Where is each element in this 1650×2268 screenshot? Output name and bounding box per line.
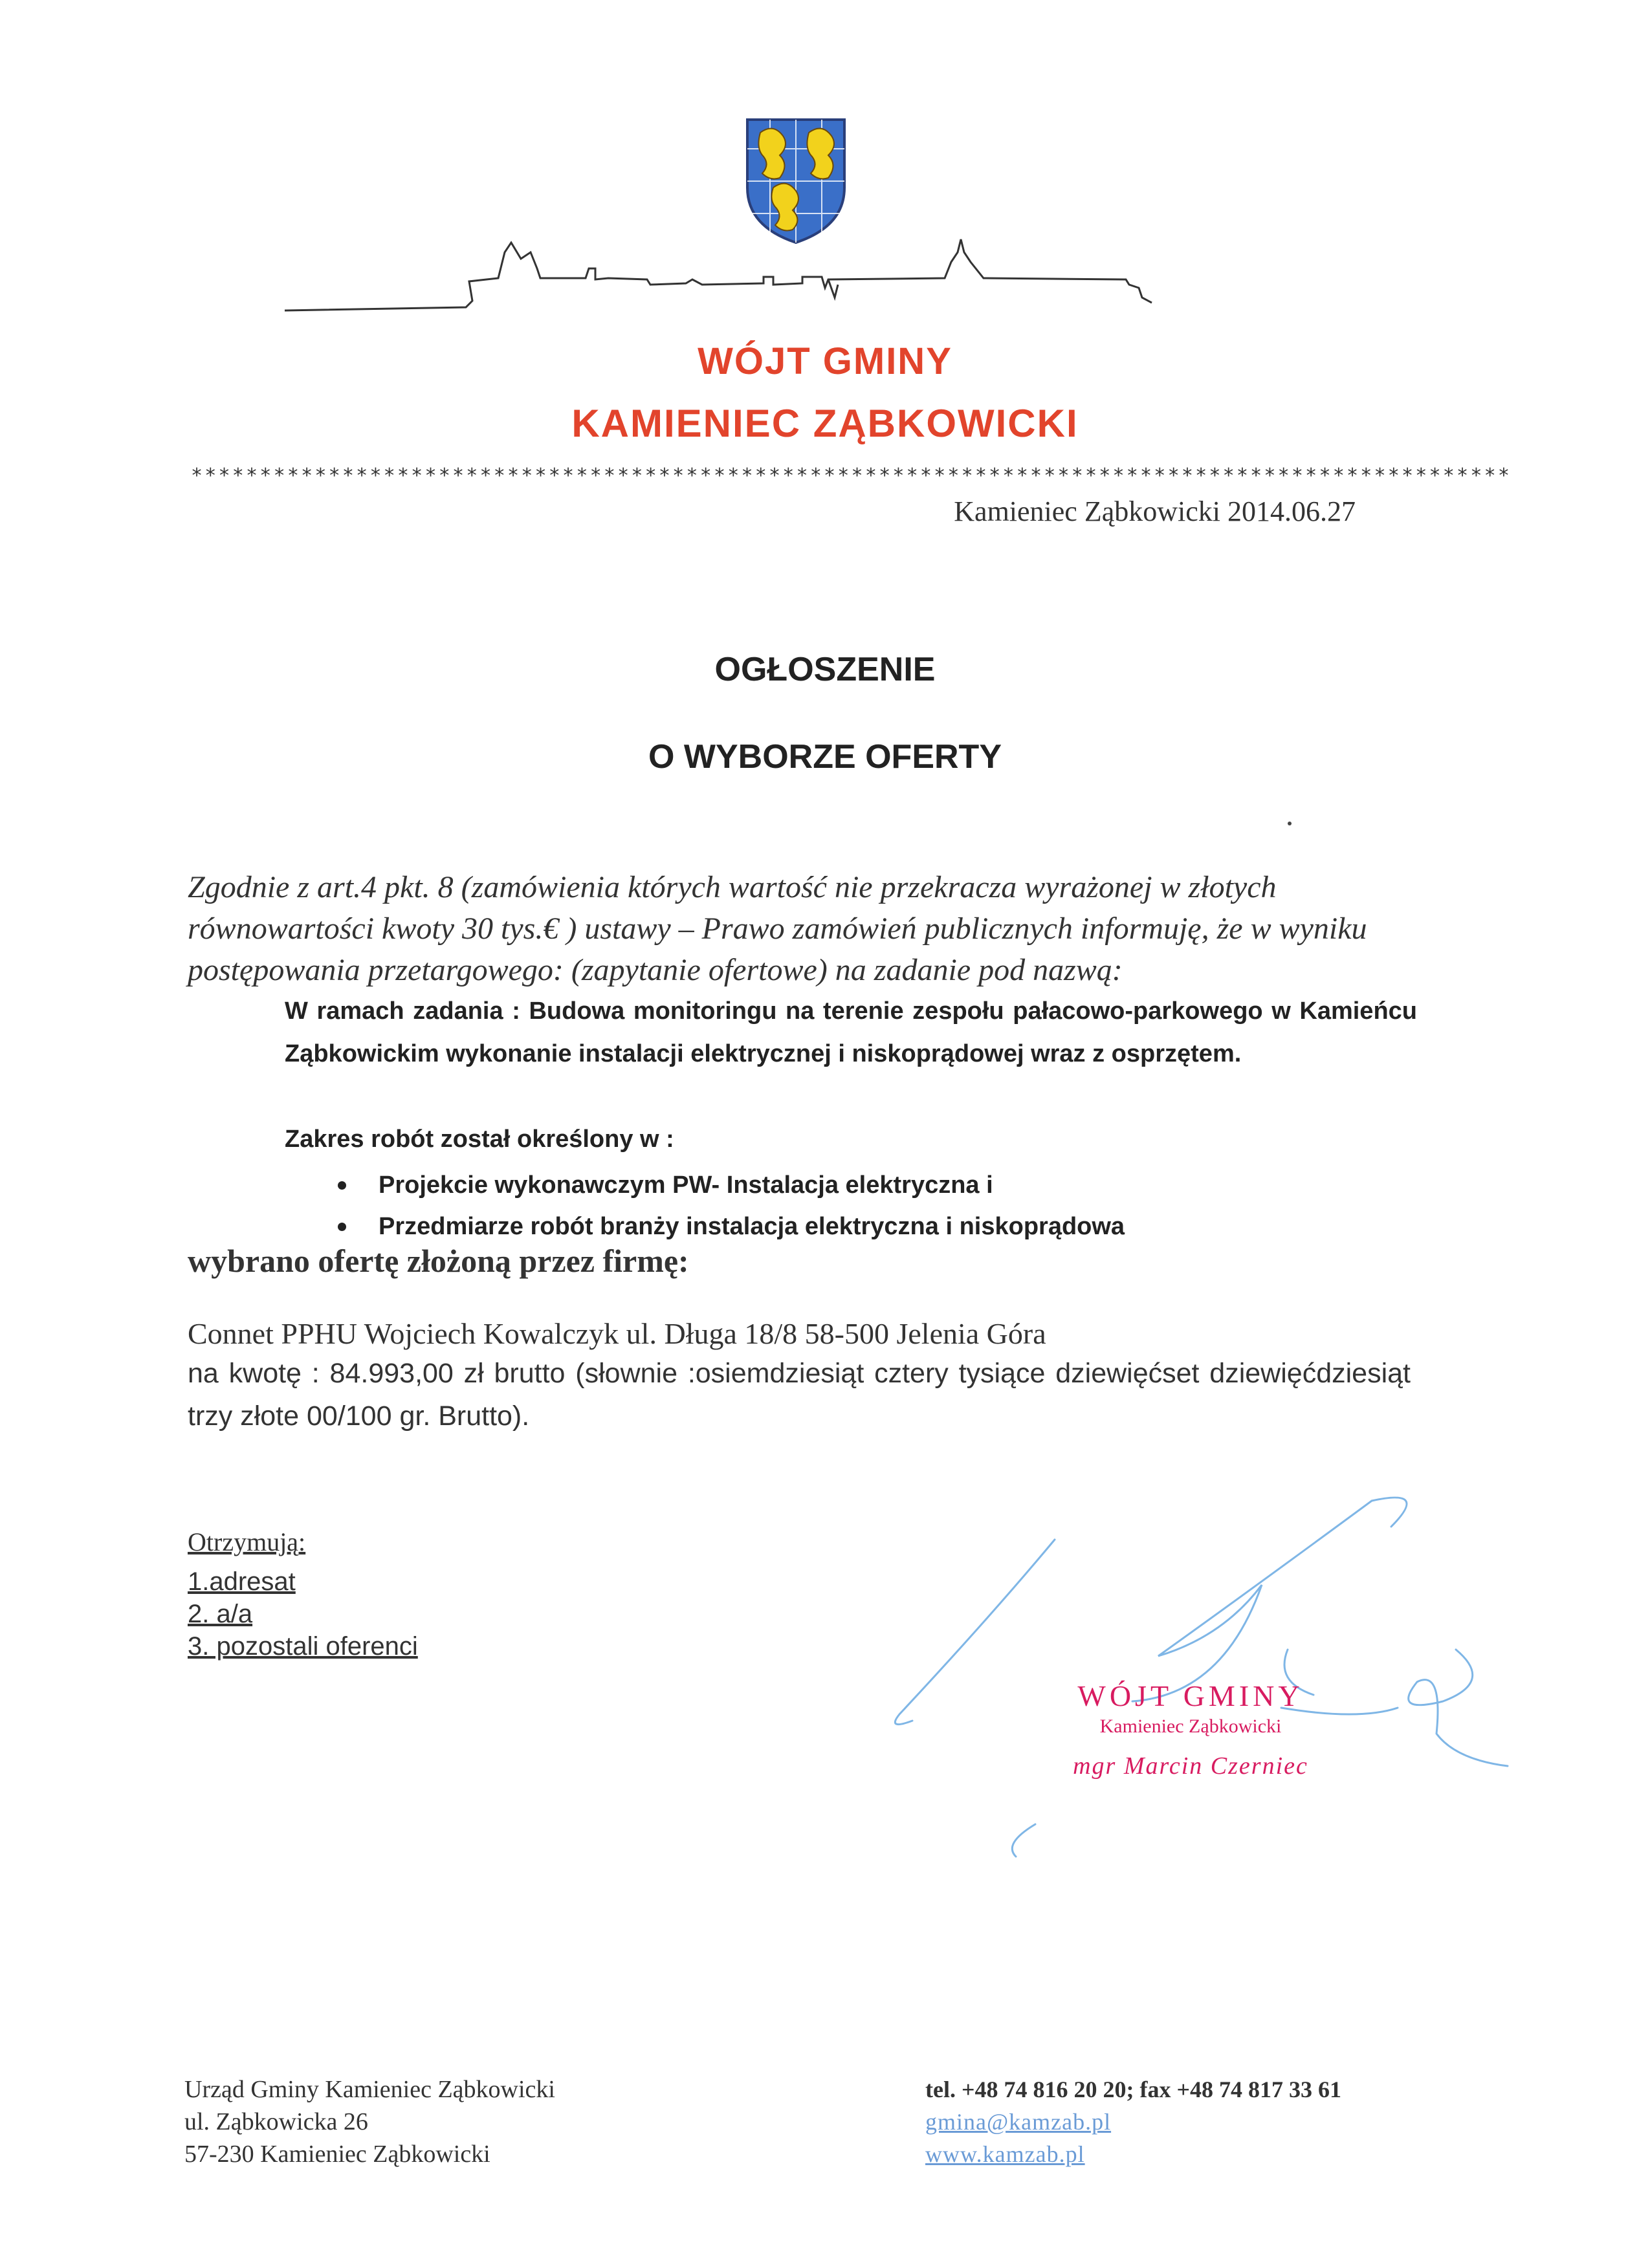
stamp-title: WÓJT GMINY (1077, 1679, 1304, 1712)
task-description: W ramach zadania : Budowa monitoringu na terenie zespołu pałacowo-parkowego w Kamieńcu Ząbkowickim wykonanie instalacji elektrycznej i niskoprądowej wraz z osprzętem. (285, 998, 1417, 1067)
scope-list-item (285, 1164, 1385, 1206)
document-subtitle: O WYBORZE OFERTY (648, 738, 1002, 776)
document-title: OGŁOSZENIE (714, 651, 936, 688)
scope-list (285, 1164, 1385, 1247)
bullet-icon (338, 1223, 346, 1231)
scope-list-item (285, 1206, 1385, 1247)
footer-email-link[interactable]: gmina@kamzab.pl (925, 2109, 1112, 2135)
castle-skyline-illustration (285, 233, 1307, 336)
handwritten-signature (861, 1488, 1508, 1863)
footer-contact (925, 2073, 1341, 2170)
recipient-item: 3. pozostali oferenci (188, 1632, 418, 1661)
footer-address (184, 2073, 555, 2170)
recipient-item: 2. a/a (188, 1600, 253, 1628)
stamp-signatory-name: mgr Marcin Czerniec (1073, 1752, 1308, 1780)
firm-details: Connet PPHU Wojciech Kowalczyk ul. Długa 18/8 58-500 Jelenia Góra (188, 1317, 1046, 1350)
recipient-item: 1.adresat (188, 1567, 296, 1596)
coat-of-arms-logo (744, 116, 848, 246)
scope-item-text: Przedmiarze robót branży instalacja elektryczna i niskoprądowa (379, 1213, 1125, 1240)
bullet-icon (338, 1181, 346, 1190)
footer-phone: tel. +48 74 816 20 20; fax +48 74 817 33 61 (925, 2077, 1341, 2102)
footer-street: ul. Ząbkowicka 26 (184, 2108, 368, 2135)
amount-paragraph: na kwotę : 84.993,00 zł brutto (słownie :osiemdziesiąt cztery tysiące dziewięćset dziewięćdziesiąt trzy złote 00/100 gr. Brutto). (188, 1358, 1411, 1432)
official-stamp (1009, 1679, 1372, 1780)
org-name-line1: WÓJT GMINY (698, 340, 952, 382)
footer-website-link[interactable]: www.kamzab.pl (925, 2141, 1085, 2167)
stray-dot (1288, 822, 1292, 825)
scope-label: Zakres robót został określony w : (285, 1126, 674, 1153)
recipients-list (188, 1565, 418, 1663)
asterisk-divider: ************************************************************************************************ (191, 464, 1512, 487)
scope-item-text: Projekcie wykonawczym PW- Instalacja elektryczna i (379, 1172, 993, 1199)
stamp-place: Kamieniec Ząbkowicki (1099, 1716, 1282, 1737)
footer-office: Urząd Gminy Kamieniec Ząbkowicki (184, 2076, 555, 2103)
recipients-label: Otrzymują: (188, 1527, 306, 1556)
intro-paragraph: Zgodnie z art.4 pkt. 8 (zamówienia których wartość nie przekracza wyrażonej w złotych równowartości kwoty 30 tys.€ ) ustawy – Prawo zamówień publicznych informuję, że w wyniku postępowania przetargowego: (zapytanie ofertowe) na zadanie pod nazwą: (188, 870, 1367, 987)
document-date: Kamieniec Ząbkowicki 2014.06.27 (954, 496, 1356, 527)
footer-city: 57-230 Kamieniec Ząbkowicki (184, 2141, 490, 2168)
chosen-offer-heading: wybrano ofertę złożoną przez firmę: (188, 1243, 689, 1279)
org-name-line2: KAMIENIEC ZĄBKOWICKI (571, 402, 1079, 445)
